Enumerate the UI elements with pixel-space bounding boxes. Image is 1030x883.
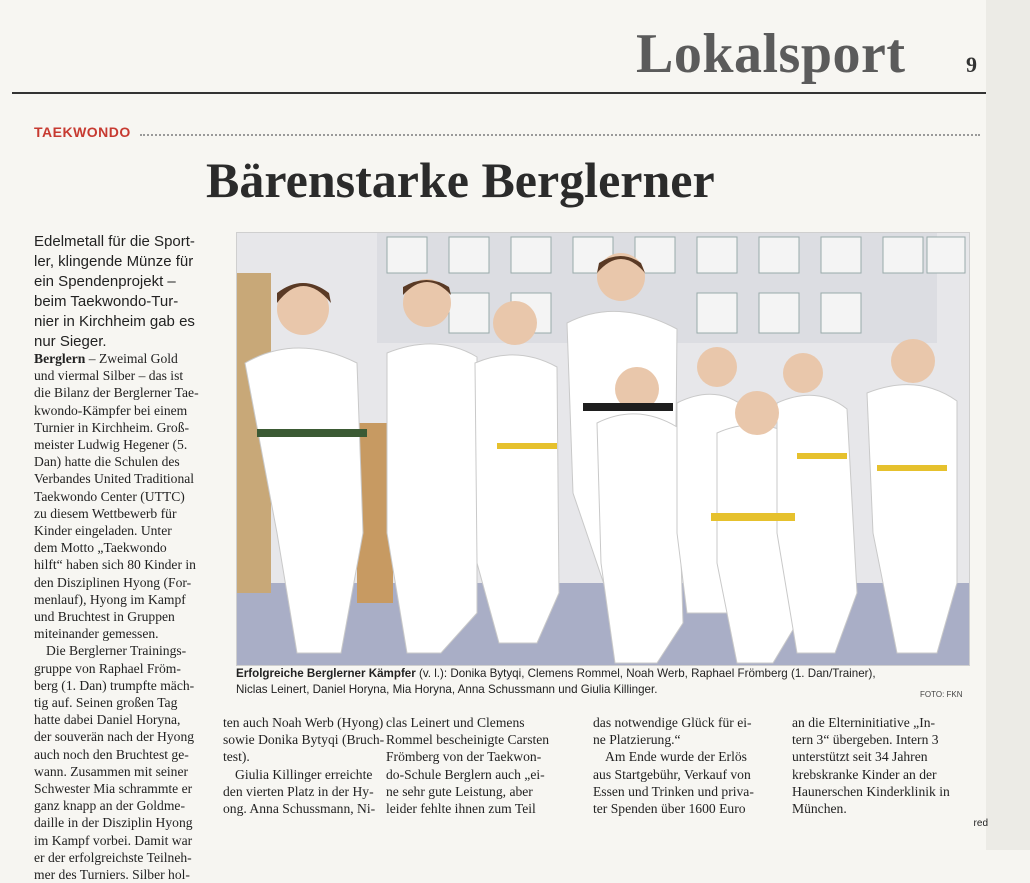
- team-photo: [236, 232, 970, 666]
- column-line: [34, 350, 210, 367]
- column-line: do-Schule Berglern auch „ei-: [386, 766, 545, 782]
- column-line: tern 3“ übergeben. Intern 3: [792, 732, 939, 748]
- column-line: test).: [223, 749, 250, 765]
- column-line: unterstützt seit 34 Jahren: [792, 749, 928, 765]
- lead-line: ler, klingende Münze für: [34, 253, 194, 270]
- column-line: ganz knapp an der Goldme-: [34, 798, 185, 814]
- column-line: Rommel bescheinigte Carsten: [386, 732, 550, 748]
- lead-line: nur Sieger.: [34, 333, 107, 350]
- column-line: zu diesem Wettbewerb für: [34, 505, 177, 521]
- column-line: hatte dabei Daniel Horyna,: [34, 712, 181, 728]
- column-line: dem Motto „Taekwondo: [34, 540, 167, 556]
- column-line: ne sehr gute Leistung, aber: [386, 783, 533, 799]
- column-line: kwondo-Kämpfer bei einem: [34, 402, 188, 418]
- column-line: menlauf), Hyong im Kampf: [34, 591, 186, 607]
- caption-line: Niclas Leinert, Daniel Horyna, Mia Horyna, Anna Schussmann und Giulia Killinger.: [236, 683, 658, 696]
- column-line: Verbandes United Traditional: [34, 471, 195, 487]
- column-line: und viermal Silber – das ist: [34, 368, 184, 384]
- article-column-1: [34, 350, 210, 883]
- column-line: und Bruchtest in Gruppen: [34, 609, 175, 625]
- page-edge: [986, 0, 1030, 850]
- column-line: miteinander gemessen.: [34, 626, 159, 642]
- page-number: 9: [966, 52, 977, 77]
- column-line: Haunerschen Kinderklinik in: [792, 783, 950, 799]
- column-line: Turnier in Kirchheim. Groß-: [34, 419, 190, 435]
- article-column-2: [223, 714, 385, 817]
- column-line: auch noch den Bruchtest ge-: [34, 746, 189, 762]
- header-rule: [12, 92, 986, 94]
- column-line: daille in der Disziplin Hyong: [34, 815, 193, 831]
- column-line: den vierten Platz in der Hy-: [223, 783, 374, 799]
- rubric-dotted-rule: [140, 134, 980, 136]
- column-line: ong. Anna Schussmann, Ni-: [223, 801, 376, 817]
- lead-line: nier in Kirchheim gab es: [34, 313, 195, 330]
- article-column-4: [593, 714, 793, 817]
- column-line: wann. Zusammen mit seiner: [34, 763, 189, 779]
- column-line: gruppe von Raphael Fröm-: [34, 660, 181, 676]
- column-line: krebskranke Kinder an der: [792, 766, 937, 782]
- section-title: Lokalsport: [636, 23, 906, 85]
- column-line: leider fehlte ihnen zum Teil: [386, 801, 536, 817]
- column-line: Am Ende wurde der Erlös: [605, 749, 747, 765]
- column-line: München.: [792, 801, 847, 817]
- column-line: Giulia Killinger erreichte: [235, 766, 373, 782]
- column-line: das notwendige Glück für ei-: [593, 715, 752, 730]
- column-line: Frömberg von der Taekwon-: [386, 749, 542, 765]
- column-line: meister Ludwig Hegener (5.: [34, 437, 188, 453]
- team-photo-illustration: [237, 233, 969, 665]
- photo-credit: FOTO: FKN: [920, 690, 963, 699]
- column-line: den Disziplinen Hyong (For-: [34, 574, 192, 590]
- dateline: Berglern: [34, 351, 86, 366]
- caption-line: [236, 666, 976, 682]
- column-line: Kinder eingeladen. Unter: [34, 523, 172, 539]
- column-line: der souverän nach der Hyong: [34, 729, 195, 745]
- column-line: Schwester Mia schrammte er: [34, 781, 193, 797]
- column-line: mer des Turniers. Silber hol-: [34, 867, 190, 883]
- column-line: aus Startgebühr, Verkauf von: [593, 766, 751, 782]
- column-line: berg (1. Dan) trumpfte mäch-: [34, 677, 195, 693]
- column-line: Die Berglerner Trainings-: [46, 643, 187, 659]
- column-line: tig auf. Seinen großen Tag: [34, 695, 178, 711]
- article-column-5: [792, 714, 988, 832]
- column-line: im Kampf vorbei. Damit war: [34, 832, 193, 848]
- column-line: die Bilanz der Berglerner Tae-: [34, 385, 199, 401]
- article-lead: [34, 232, 222, 352]
- column-line: an die Elterninitiative „In-: [792, 715, 936, 730]
- column-line: ne Platzierung.“: [593, 732, 681, 748]
- lead-line: Edelmetall für die Sport-: [34, 233, 195, 250]
- article-rubric: TAEKWONDO: [34, 124, 131, 140]
- column-line: Dan) hatte die Schulen des: [34, 454, 180, 470]
- column-line: hilft“ haben sich 80 Kinder in: [34, 557, 196, 573]
- column-line: sowie Donika Bytyqi (Bruch-: [223, 732, 385, 748]
- column-line: Essen und Trinken und priva-: [593, 783, 754, 799]
- column-line: er der erfolgreichste Teilneh-: [34, 849, 192, 865]
- lead-line: ein Spendenprojekt –: [34, 273, 176, 290]
- caption-text: (v. l.): Donika Bytyqi, Clemens Rommel, Noah Werb, Raphael Frömberg (1. Dan/Trainer),: [415, 667, 876, 680]
- column-line: ter Spenden über 1600 Euro: [593, 801, 746, 817]
- lead-line: beim Taekwondo-Tur-: [34, 293, 179, 310]
- author-signoff: red: [973, 818, 988, 830]
- caption-lead: Erfolgreiche Berglerner Kämpfer: [236, 667, 416, 680]
- column-line: Taekwondo Center (UTTC): [34, 488, 185, 504]
- column-line: ten auch Noah Werb (Hyong): [223, 715, 384, 730]
- column-line: clas Leinert und Clemens: [386, 715, 525, 730]
- article-headline: Bärenstarke Berglerner: [206, 152, 715, 208]
- article-column-3: [386, 714, 584, 817]
- column-text: – Zweimal Gold: [88, 351, 178, 366]
- photo-caption: [236, 666, 976, 698]
